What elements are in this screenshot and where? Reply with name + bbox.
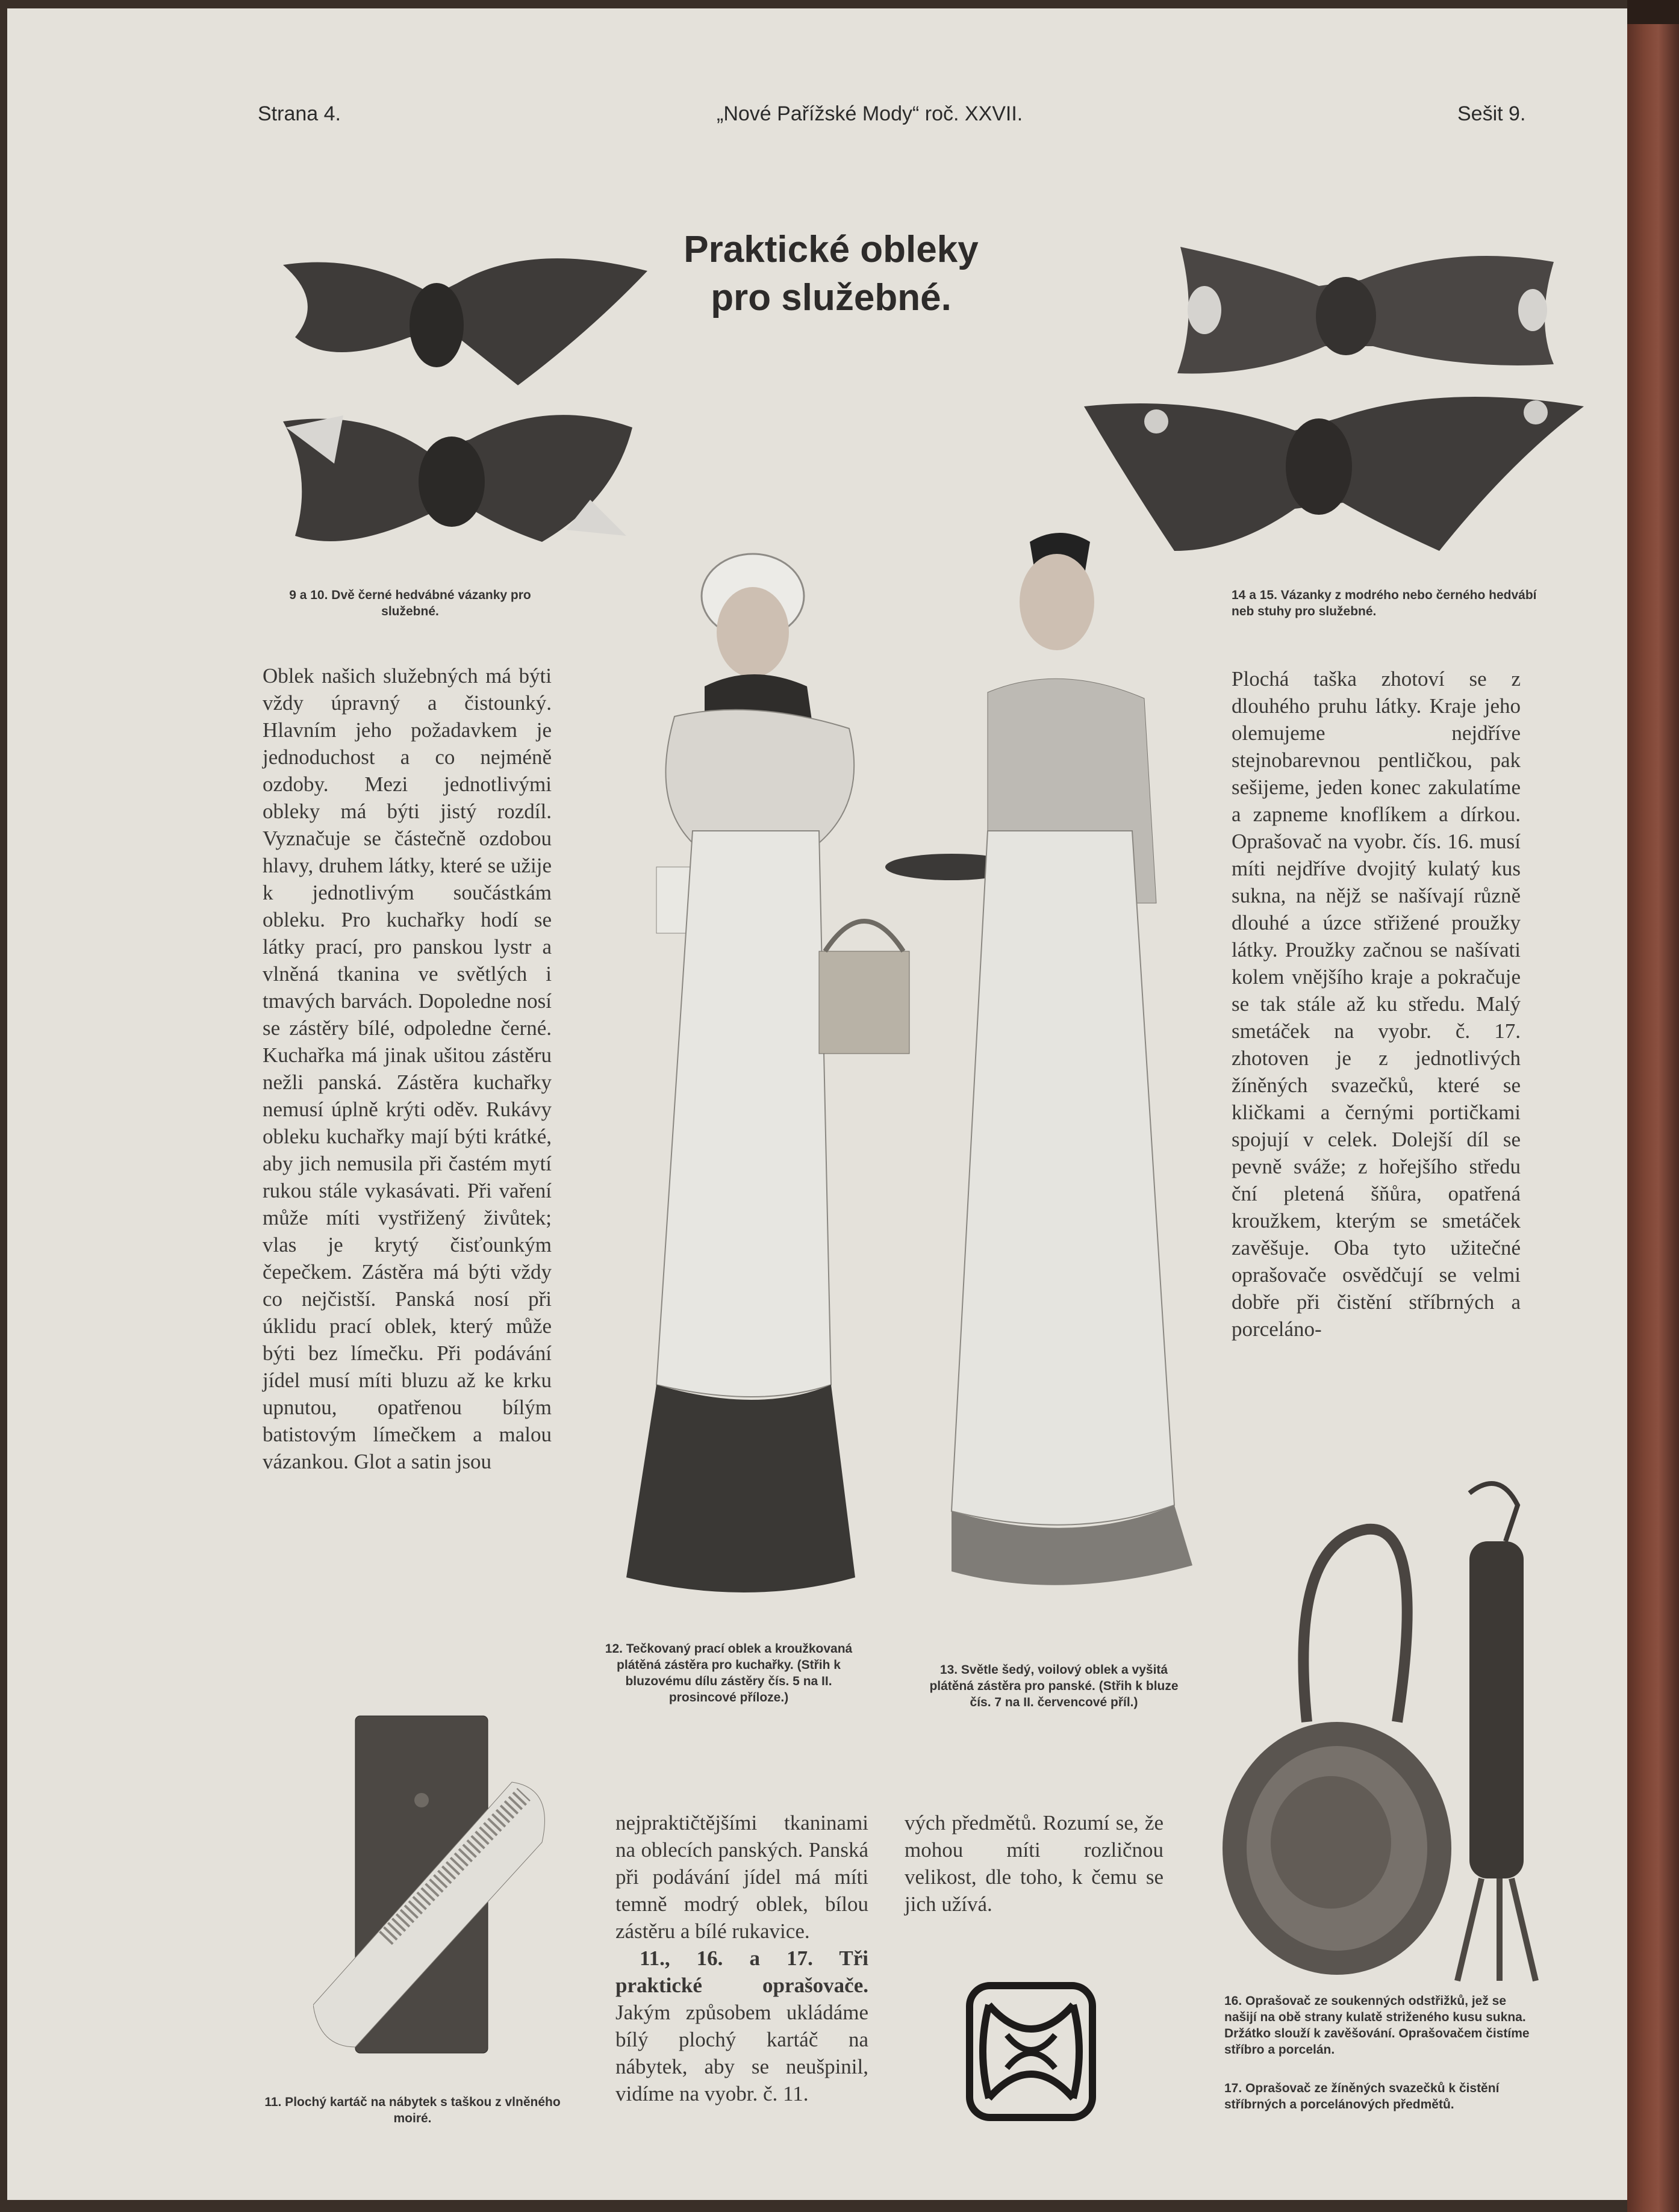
title-line-2: pro služebné. — [711, 277, 952, 318]
article-text-column-middle-left — [615, 1809, 868, 2107]
article-text-column-left: Oblek našich služebných má býti vždy úpravný a čistounký. Hlavním jeho požadavkem je jednoduchost a co nejméně ozdoby. Mezi jednotlivými obleky má býti jistý rozdíl. Vyznačuje se částečně ozdobou hlavy, druhem látky, které se užije k jednotlivým součástkám obleku. Pro kuchařky hodí se látky prací, pro panskou lystr a vlněná tkanina ve světlých i tmavých barvách. Dopoledne nosí se zástěry bílé, odpoledne černé. Kuchařka má jinak ušitou zástěru nežli panská. Zástěra kuchařky nemusí úplně krýti oděv. Rukávy obleku kuchařky mají býti krátké, aby jich nemusila při častém mytí rukou stále vykasávati. Při vaření může míti vystřižený živůtek; vlas je krytý čisťounkým čepečkem. Zástěra má býti vždy co nejčistší. Panská nosí při úklidu prací oblek, který může býti bez límečku. Při podávání jídel musí míti bluzu až ke krku upnutou, opatřenou bílým batistovým límečkem a malou vázankou. Glot a satin jsou — [263, 664, 552, 1473]
heading-dusters: 11., 16. a 17. Tři praktické oprašovače. — [615, 1946, 868, 1997]
header-page-number: Strana 4. — [258, 102, 341, 125]
caption-fig-14-15: 14 a 15. Vázanky z modrého nebo černého hedvábí neb stuhy pro služebné. — [1232, 588, 1537, 618]
caption-fig-13: 13. Světle šedý, voilový oblek a vyšitá plátěná zástěra pro panské. (Střih k bluze čís. 7 na II. červencové příl.) — [929, 1663, 1179, 1709]
bow-ties-illustration-14-15 — [1078, 238, 1590, 575]
brush-pouch-illustration-11 — [313, 1710, 584, 2059]
dusters-illustration-16-17 — [1216, 1469, 1554, 1987]
caption-fig-11: 11. Plochý kartáč na nábytek s taškou z vlněného moiré. — [264, 2095, 561, 2125]
article-text-column-right: Plochá taška zhotoví se z dlouhého pruhu látky. Kraje jeho olemujeme nejdříve stejnobarevnou pentličkou, pak sešijeme, jeden konec zakulatíme a zapneme knoflíkem a dírkou. Oprašovač na vyobr. čís. 16. musí míti nejdříve dvojitý kulatý kus sukna, na nějž se našívají různě dlouhé a úzce střižené proužky látky. Proužky začnou se našívati kolem vnějšího kraje a pokračuje se tak stále až ku středu. Malý smetáček na vyobr. č. 17. zhotoven je z jednotlivých žíněných svazečků, které se kličkami a černými portičkami spojují v celek. Dolejší díl se pevně sváže; z hořejšího středu ční pletená šňůra, opatřená kroužkem, kterým se smetáček zavěšuje. Oba tyto užitečné oprašovače osvědčují se velmi dobře při čistění stříbrných a porceláno- — [1232, 667, 1521, 1341]
paragraph-dusters — [615, 1945, 868, 2107]
bow-ties-illustration-9-10 — [277, 247, 650, 584]
paragraph-fabrics: nejpraktičtějšími tkaninami na oblecích panských. Panská při podávání jídel má míti temně modrý oblek, bílou zástěru a bílé rukavice. — [615, 1811, 868, 1943]
art-nouveau-ornament — [965, 1981, 1097, 2122]
header-journal-title: „Nové Pařížské Mody“ roč. XXVII. — [717, 102, 1023, 125]
caption-fig-16: 16. Oprašovač ze soukenných odstřižků, jež se našijí na obě strany kulatě striženého kusu sukna. Držátko slouží k zavěšování. Oprašovačem čistíme stříbro a porcelán. — [1224, 1994, 1530, 2057]
maids-illustration-12-13 — [614, 530, 1204, 1620]
caption-fig-12: 12. Tečkovaný prací oblek a kroužkovaná plátěná zástěra pro kuchařky. (Střih k bluzovému dílu zástěry čís. 5 na II. prosincové příloze.) — [605, 1642, 853, 1704]
header-issue-number: Sešit 9. — [1457, 102, 1526, 125]
book-spine — [1627, 0, 1679, 2212]
article-title — [668, 226, 994, 322]
book-edge — [1627, 0, 1679, 24]
paragraph-dusters-text: Jakým způsobem ukládáme bílý plochý kartáč na nábytek, aby se neušpinil, vidíme na vyobr. č. 11. — [615, 2001, 868, 2105]
caption-fig-9-10: 9 a 10. Dvě černé hedvábné vázanky pro služebné. — [289, 588, 531, 618]
title-line-1: Praktické obleky — [684, 229, 979, 270]
article-text-column-middle-right: vých předmětů. Rozumí se, že mohou míti rozličnou velikost, dle toho, k čemu se jich užívá. — [905, 1811, 1163, 1916]
caption-fig-17: 17. Oprašovač ze žíněných svazečků k čistění stříbrných a porcelánových předmětů. — [1224, 2081, 1500, 2111]
